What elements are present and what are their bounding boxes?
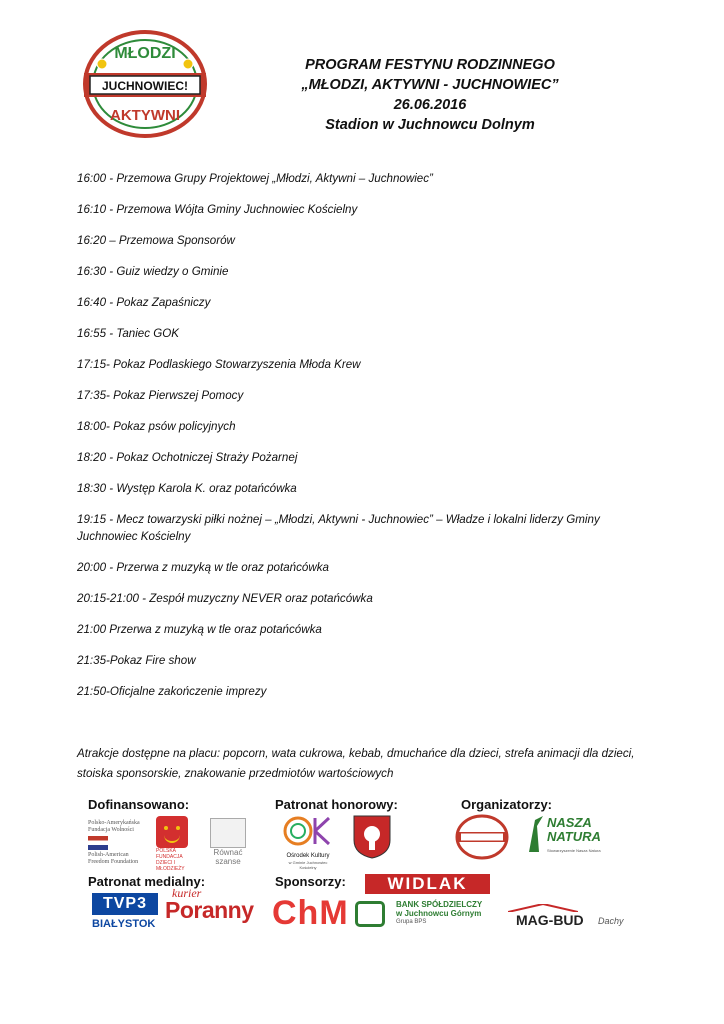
- ok-icon: [283, 814, 333, 848]
- schedule-item: 16:30 - Guiz wiedzy o Gminie: [77, 265, 229, 278]
- schedule-item: 18:00- Pokaz psów policyjnych: [77, 420, 236, 433]
- program-title: [250, 55, 610, 135]
- pafw-bottom-text: Polish-American Freedom Foundation: [88, 852, 139, 865]
- schedule-item: 21:00 Przerwa z muzyką w tle oraz potańcówka: [77, 623, 322, 636]
- schedule-item: 16:20 – Przemowa Sponsorów: [77, 234, 235, 247]
- heron-icon: [525, 814, 547, 854]
- bank-line2: w Juchnowcu Górnym: [396, 909, 482, 918]
- magbud-text: MAG-BUD: [516, 912, 584, 928]
- logo-top-text: MŁODZI: [114, 45, 176, 62]
- media-label: Patronat medialny:: [88, 874, 206, 889]
- widlak-logo: WIDLAK: [365, 874, 490, 894]
- nasza-natura-sub: Stowarzyszenie Nasza Natura: [547, 848, 601, 853]
- funded-label: Dofinansowano:: [88, 797, 190, 812]
- organizers-label: Organizatorzy:: [461, 797, 553, 812]
- ok-logo: [282, 814, 334, 870]
- roof-icon: [508, 904, 578, 912]
- bank-icon: [355, 901, 385, 927]
- schedule-item: 17:35- Pokaz Pierwszej Pomocy: [77, 389, 244, 402]
- schedule-item: 20:00 - Przerwa z muzyką w tle oraz potańcówka: [77, 561, 329, 574]
- ok-text: Ośrodek Kultury: [286, 853, 330, 859]
- patronage-label: Patronat honorowy:: [275, 797, 398, 812]
- schedule-list: [77, 170, 647, 714]
- pfdim-face-icon: [156, 816, 188, 848]
- schedule-item: 16:00 - Przemowa Grupy Projektowej „Młodzi, Aktywni – Juchnowiec”: [77, 172, 433, 185]
- title-line: PROGRAM FESTYNU RODZINNEGO: [305, 57, 555, 73]
- tvp3-city: BIAŁYSTOK: [92, 918, 156, 930]
- festival-logo: [80, 28, 210, 140]
- pafw-logo: [88, 820, 148, 866]
- kurier-text: kurier: [172, 886, 202, 900]
- schedule-item: 16:40 - Pokaz Zapaśniczy: [77, 296, 211, 309]
- tvp3-logo: TVP3: [92, 893, 158, 915]
- bank-line1: BANK SPÓŁDZIELCZY: [396, 900, 483, 909]
- dachy-text: Dachy: [598, 916, 624, 926]
- pfdim-text: POLSKA FUNDACJA DZIECI I MŁODZIEŻY: [156, 848, 185, 872]
- schedule-item: 18:30 - Występ Karola K. oraz potańcówka: [77, 482, 297, 495]
- title-line: Stadion w Juchnowcu Dolnym: [325, 117, 535, 133]
- logo-bottom-text: AKTYWNI: [110, 107, 180, 124]
- ok-sub-text: w Gminie Juchnowiec Kościelny: [288, 860, 328, 870]
- magbud-logo: [500, 904, 624, 930]
- sponsors-label: Sponsorzy:: [275, 874, 346, 889]
- pafw-top-text: Polsko-Amerykańska Fundacja Wolności: [88, 820, 140, 833]
- schedule-item: 16:10 - Przemowa Wójta Gminy Juchnowiec Kościelny: [77, 203, 358, 216]
- schedule-item: 19:15 - Mecz towarzyski piłki nożnej – „Młodzi, Aktywni - Juchnowiec” – Władze i lokalni liderzy Gminy Juchnowiec Kościelny: [77, 513, 600, 543]
- rowne-szanse-text: Równać szanse: [213, 848, 243, 866]
- title-line: 26.06.2016: [393, 97, 467, 113]
- schedule-item: 17:15- Pokaz Podlaskiego Stowarzyszenia Młoda Krew: [77, 358, 361, 371]
- attractions-text: Atrakcje dostępne na placu: popcorn, wata cukrowa, kebab, dmuchańce dla dzieci, strefa animacji dla dzieci, stoiska sponsorskie, znakowanie przedmiotów wartościowych: [77, 747, 635, 780]
- pafw-flag-icon: [88, 836, 108, 850]
- schedule-item: 21:35-Pokaz Fire show: [77, 654, 196, 667]
- schedule-item: 21:50-Oficjalne zakończenie imprezy: [77, 685, 267, 698]
- schedule-item: 20:15-21:00 - Zespół muzyczny NEVER oraz potańcówka: [77, 592, 373, 605]
- rowne-szanse-icon: [210, 818, 246, 848]
- rowne-szanse-logo: [208, 818, 248, 870]
- chm-logo: ChM: [272, 894, 349, 932]
- pfdim-logo: [156, 816, 196, 872]
- coat-of-arms-icon: [352, 814, 392, 865]
- schedule-item: 16:55 - Taniec GOK: [77, 327, 180, 340]
- bank-line3: Grupa BPS: [396, 919, 427, 925]
- organizer-mlodzi-logo: [455, 814, 509, 865]
- logo-mid-text: JUCHNOWIEC!: [102, 79, 188, 93]
- poranny-logo: Poranny: [165, 897, 254, 923]
- nasza-natura-logo: [525, 814, 607, 858]
- schedule-item: 18:20 - Pokaz Ochotniczej Straży Pożarnej: [77, 451, 298, 464]
- title-line: „MŁODZI, AKTYWNI - JUCHNOWIEC”: [301, 77, 559, 93]
- bank-logo: [396, 900, 496, 926]
- nasza-natura-text: NASZA NATURA: [547, 815, 601, 844]
